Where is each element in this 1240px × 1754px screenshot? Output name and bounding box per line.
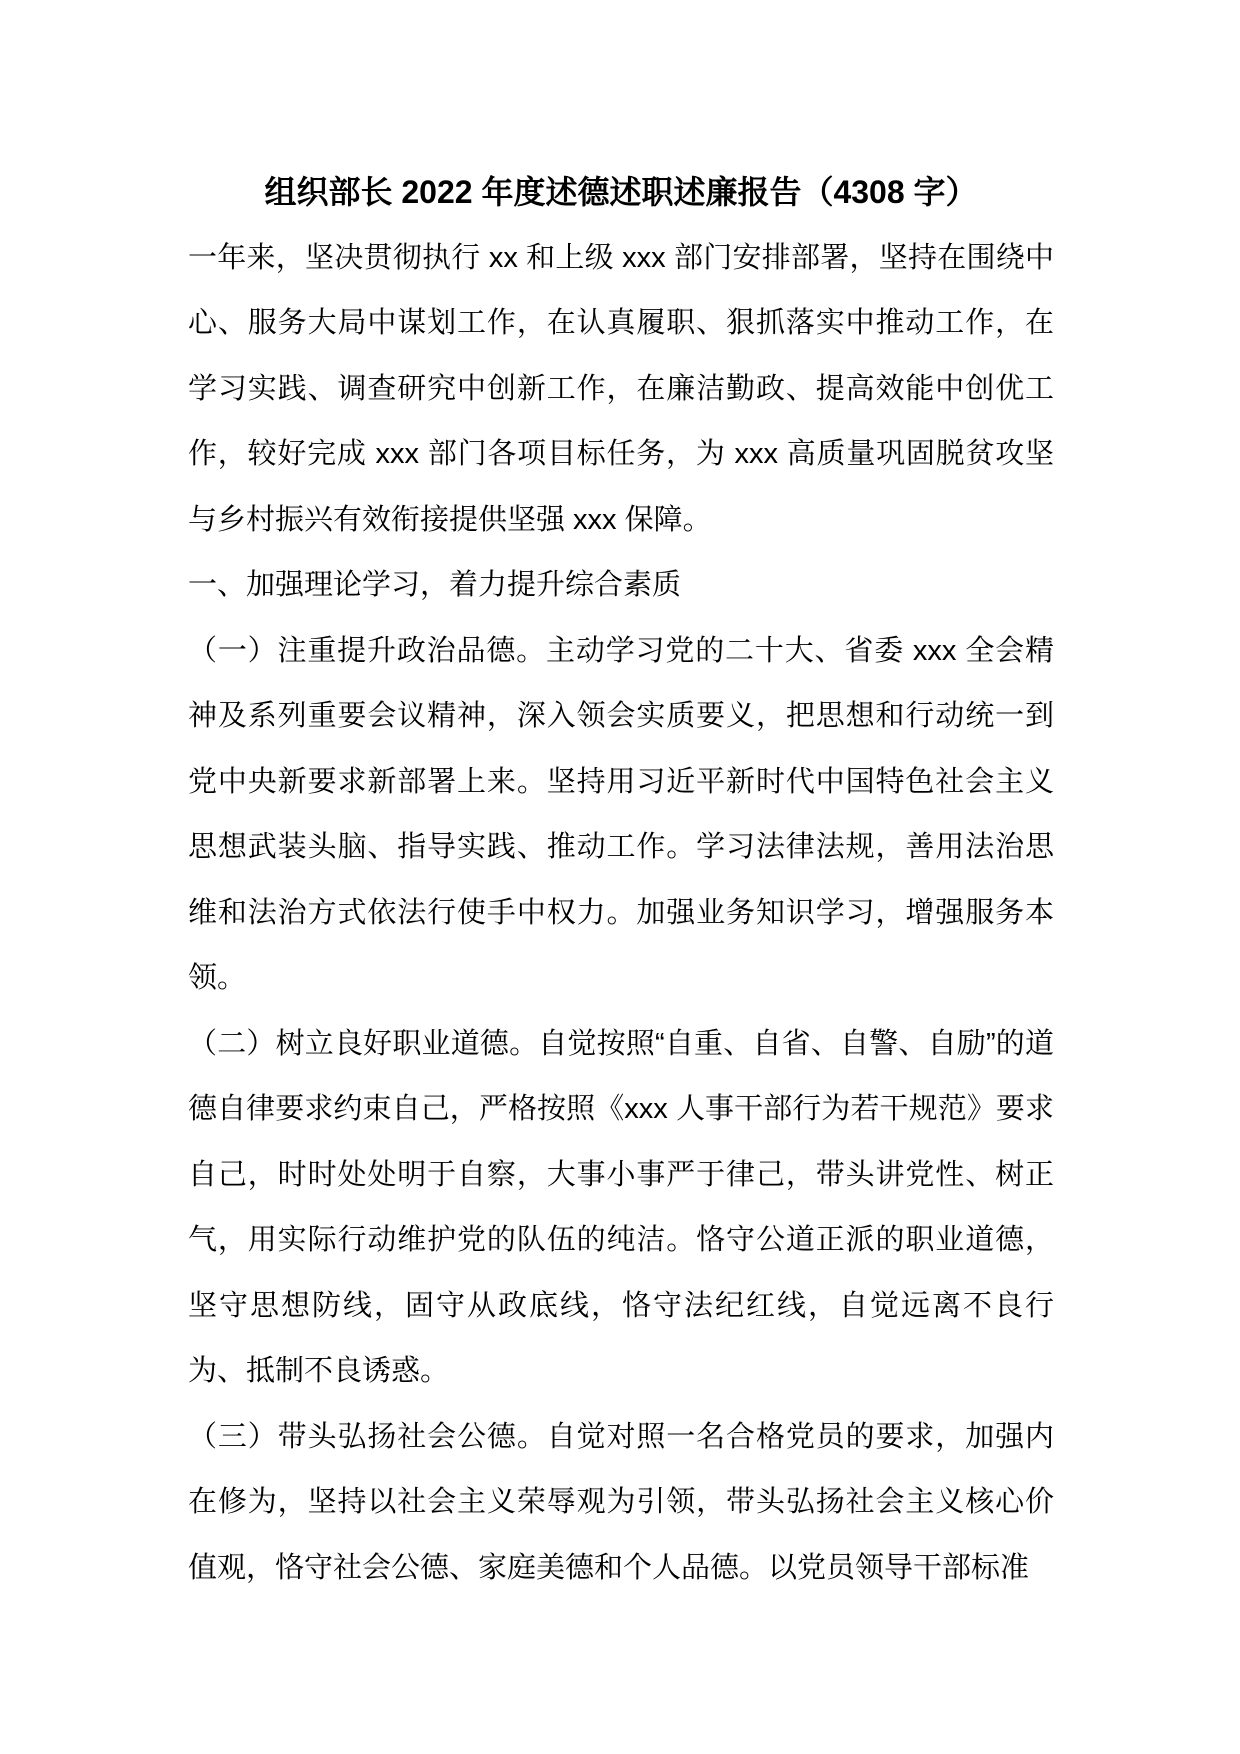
paragraph-section-1-3: （三）带头弘扬社会公德。自觉对照一名合格党员的要求，加强内在修为，坚持以社会主义荣辱观为引领，带头弘扬社会主义核心价值观，恪守社会公德、家庭美德和个人品德。以党员领导干部标准: [188, 1420, 1054, 1584]
paragraph-section-1-1: （一）注重提升政治品德。主动学习党的二十大、省委 xxx 全会精神及系列重要会议精神，深入领会实质要义，把思想和行动统一到党中央新要求新部署上来。坚持用习近平新时代中国特色社会主义思想武装头脑、指导实践、推动工作。学习法律法规，善用法治思维和法治方式依法行使手中权力。加强业务知识学习，增强服务本领。: [188, 634, 1054, 994]
document-content: [188, 160, 1054, 1601]
document-title: 组织部长 2022 年度述德述职述廉报告（4308 字）: [264, 174, 978, 210]
section-heading-1: 一、加强理论学习，着力提升综合素质: [188, 569, 682, 601]
paragraph-section-1-2: （二）树立良好职业道德。自觉按照“自重、自省、自警、自励”的道德自律要求约束自己，严格按照《xxx 人事干部行为若干规范》要求自己，时时处处明于自察，大事小事严于律己，带头讲党性、树正气，用实际行动维护党的队伍的纯洁。恪守公道正派的职业道德，坚守思想防线，固守从政底线，恪守法纪红线，自觉远离不良行为、抵制不良诱惑。: [188, 1027, 1054, 1387]
paragraph-intro: 一年来，坚决贯彻执行 xx 和上级 xxx 部门安排部署，坚持在围绕中心、服务大局中谋划工作，在认真履职、狠抓落实中推动工作，在学习实践、调查研究中创新工作，在廉洁勤政、提高效能中创优工作，较好完成 xxx 部门各项目标任务，为 xxx 高质量巩固脱贫攻坚与乡村振兴有效衔接提供坚强 xxx 保障。: [188, 241, 1054, 536]
